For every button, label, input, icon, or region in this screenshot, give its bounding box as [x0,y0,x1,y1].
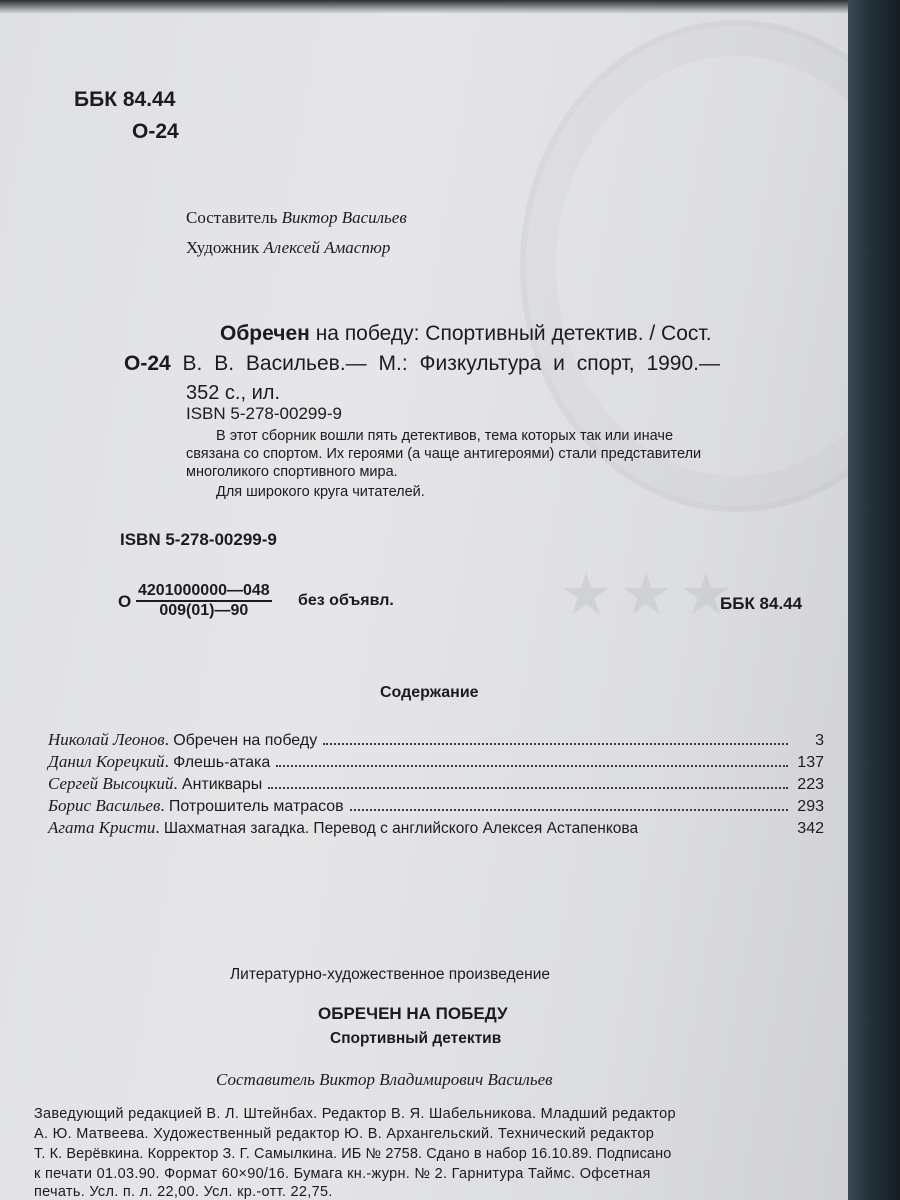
annotation-line-3: многоликого спортивного мира. [186,464,398,480]
toc-author: Борис Васильев [48,796,161,815]
toc-leader-dots [323,743,788,745]
toc-title: Антиквары [181,776,263,793]
catalog-line-1 [220,322,820,346]
toc-page: 223 [797,776,824,793]
compiler-name: Виктор Васильев [281,208,407,227]
artist-name: Алексей Амаспюр [263,238,391,257]
catalog-isbn: ISBN 5-278-00299-9 [186,404,342,423]
catalog-authors-publisher: В. В. Васильев.— М.: Физкультура и спорт, 1990.— [182,352,720,375]
toc-leader-dots [268,787,788,789]
colophon-compiler: Составитель Виктор Владимирович Васильев [216,1070,553,1089]
price-note: без объявл. [298,592,394,609]
book-cover-edge [848,0,900,1200]
price-code-fraction [136,582,272,620]
toc-row: Николай Леонов . Обречен на победу 3 [48,730,824,749]
colophon-staff-line-2: А. Ю. Матвеева. Художественный редактор Ю. В. Архангельский. Технический редактор [34,1126,655,1142]
toc-leader-dots [276,765,788,767]
toc-row: Сергей Высоцкий . Антиквары 223 [48,774,824,793]
toc-page: 3 [815,732,824,749]
colophon-staff-line-5: печать. Усл. п. л. 22,00. Усл. кр.-отт. 22,75. [34,1184,333,1200]
toc-title: Обречен на победу [173,732,318,749]
catalog-index-code: О-24 [124,352,171,375]
toc-author: Агата Кристи [48,818,156,837]
colophon-staff-line-1: Заведующий редакцией В. Л. Штейнбах. Редактор В. Я. Шабельникова. Младший редактор [34,1106,676,1122]
toc-page: 342 [797,820,824,837]
price-code-prefix: О [118,592,132,611]
page-top-shadow [0,0,900,14]
toc-author: Данил Корецкий [48,752,165,771]
index-code: О-24 [132,120,179,143]
bbk-code-bottom: ББК 84.44 [720,594,803,613]
audience-note: Для широкого круга читателей. [216,484,425,500]
price-code-numerator: 4201000000—048 [136,582,272,602]
toc-page: 293 [797,798,824,815]
catalog-pages: 352 с., ил. [186,382,280,404]
colophon-subtitle: Спортивный детектив [330,1030,502,1047]
toc-author: Сергей Высоцкий [48,774,174,793]
compiler-line [186,208,407,228]
toc-author: Николай Леонов [48,730,165,749]
colophon-title: ОБРЕЧЕН НА ПОБЕДУ [318,1004,508,1023]
annotation-line-2: связана со спортом. Их героями (а чаще антигероями) стали представители [186,446,702,462]
toc-row: Данил Корецкий . Флешь-атака 137 [48,752,824,771]
toc-title: Потрошитель матрасов [168,798,344,815]
artist-role: Художник [186,238,260,257]
catalog-title-word: Обречен [220,322,310,345]
annotation-line-1: В этот сборник вошли пять детективов, тема которых так или иначе [216,428,674,444]
artist-line [186,238,390,258]
toc-leader-dots [350,809,788,811]
faded-stars-watermark: ★★★ [560,560,740,628]
colophon-genre: Литературно-художественное произведение [230,966,550,983]
colophon-staff-line-4: к печати 01.03.90. Формат 60×90/16. Бумага кн.-журн. № 2. Гарнитура Таймс. Офсетная [34,1166,651,1182]
compiler-role: Составитель [186,208,278,227]
catalog-line-2 [124,352,824,376]
toc-row: Агата Кристи . Шахматная загадка. Перевод с английского Алексея Астапенкова 342 [48,818,824,837]
catalog-title-rest: на победу: Спортивный детектив. / Сост. [315,322,712,345]
colophon-staff-line-3: Т. К. Верёвкина. Корректор З. Г. Самылкина. ИБ № 2758. Сдано в набор 16.10.89. Подписано [34,1146,672,1162]
isbn-bold: ISBN 5-278-00299-9 [120,530,277,549]
price-code-denominator: 009(01)—90 [159,602,249,619]
toc-title: Флешь-атака [173,754,271,771]
toc-title: Шахматная загадка. Перевод с английского Алексея Астапенкова [163,820,639,837]
toc-page: 137 [797,754,824,771]
toc-row: Борис Васильев . Потрошитель матрасов 293 [48,796,824,815]
bbk-code-top: ББК 84.44 [74,88,176,111]
contents-heading: Содержание [380,684,479,701]
